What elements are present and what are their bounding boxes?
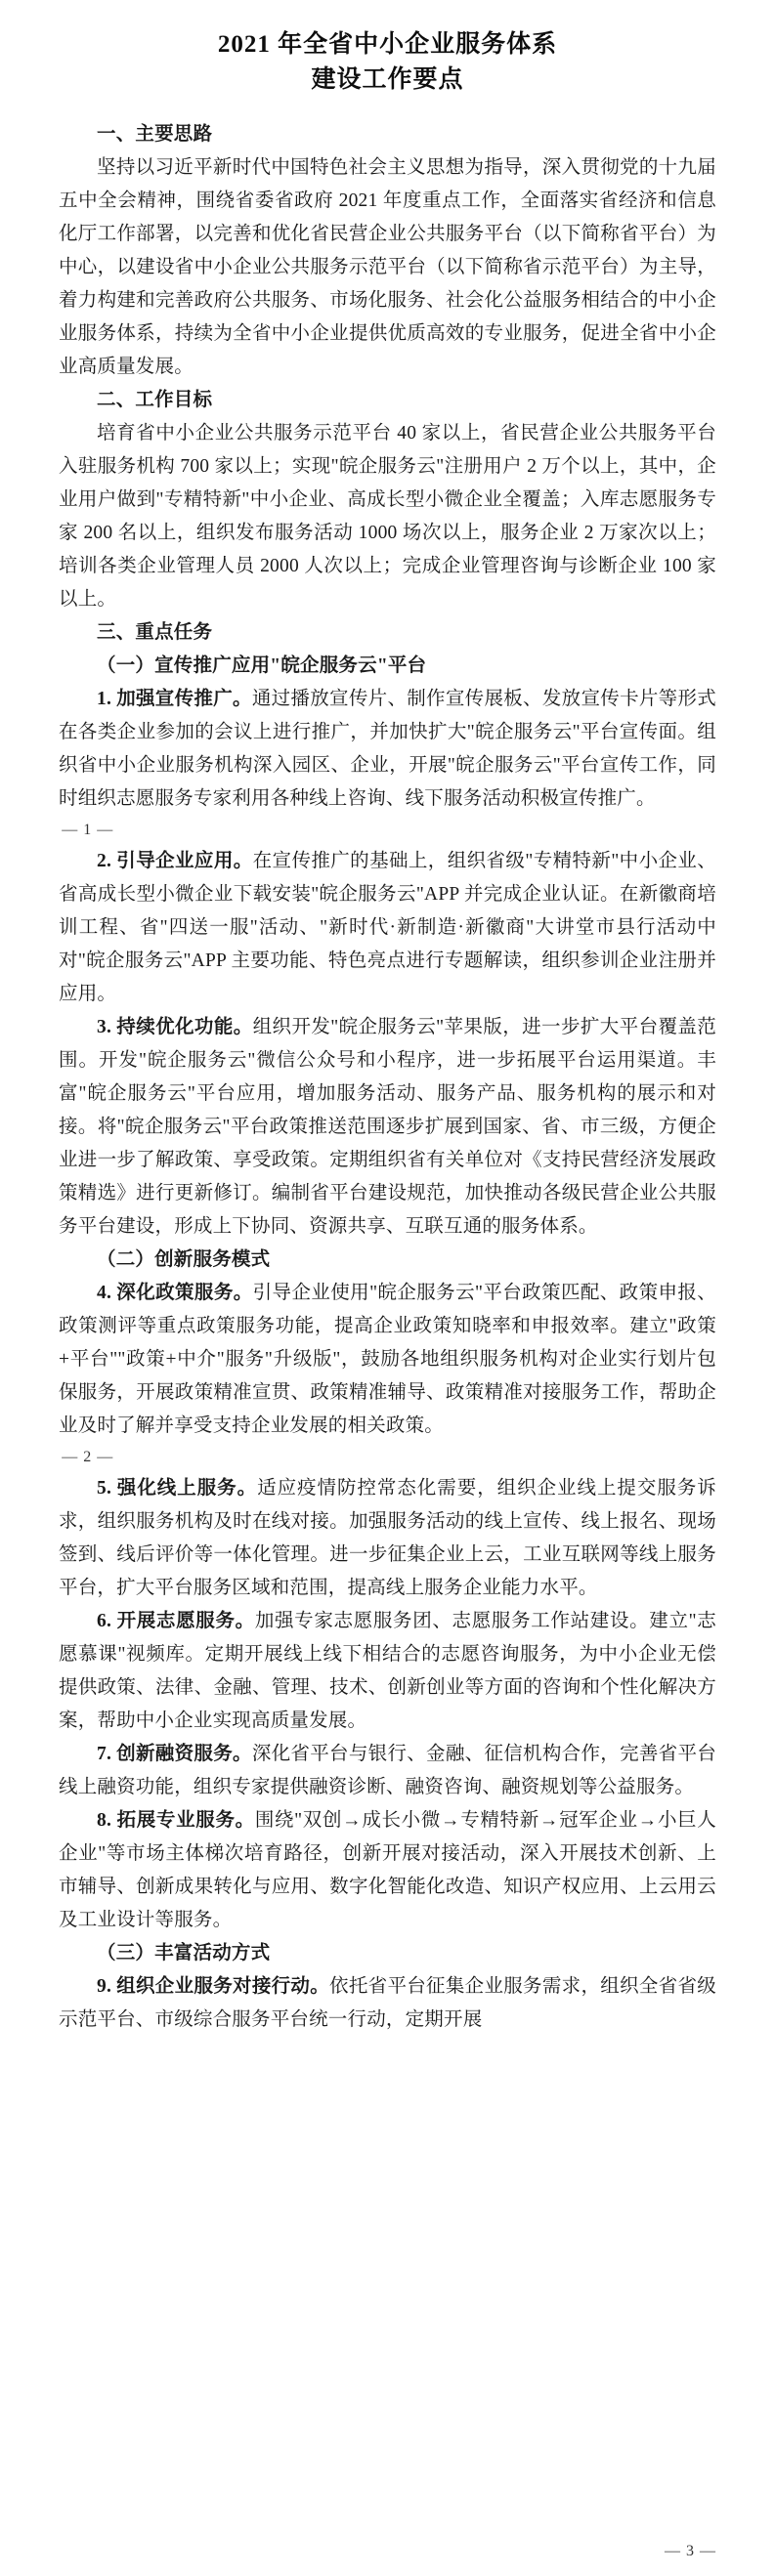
title-line-1: 2021 年全省中小企业服务体系 [217, 31, 558, 58]
item-3-1-2 [59, 845, 716, 1011]
item-3-1-1-lead: 1. 加强宣传推广。 [97, 689, 252, 709]
item-3-2-4-lead: 4. 深化政策服务。 [97, 1283, 253, 1303]
item-3-3-9-text: 依托省平台征集企业服务需求，组织全省省级示范平台、市级综合服务平台统一行动，定期开展 [59, 1976, 716, 2030]
item-3-2-8 [59, 1804, 716, 1937]
section-1-paragraph-1: 坚持以习近平新时代中国特色社会主义思想为指导，深入贯彻党的十九届五中全会精神，围绕省委省政府 2021 年度重点工作，全面落实省经济和信息化厅工作部署，以完善和优化省民营企业公共服务平台（以下简称省平台）为中心，以建设省中小企业公共服务示范平台（以下简称省示范平台）为主导，着力构建和完善政府公共服务、市场化服务、社会化公益服务相结合的中小企业服务体系，持续为全省中小企业提供优质高效的专业服务，促进全省中小企业高质量发展。 [59, 157, 716, 377]
item-3-1-1-text: 通过播放宣传片、制作宣传展板、发放宣传卡片等形式在各类企业参加的会议上进行推广，并加快扩大"皖企服务云"平台宣传面。组织省中小企业服务机构深入园区、企业，开展"皖企服务云"平台宣传工作，同时组织志愿服务专家利用各种线上咨询、线下服务活动积极宣传推广。 [59, 689, 716, 809]
item-3-1-2-text: 在宣传推广的基础上，组织省级"专精特新"中小企业、省高成长型小微企业下载安装"皖企服务云"APP 并完成企业认证。在新徽商培训工程、省"四送一服"活动、"新时代·新制造·新徽商"大讲堂市县行活动中对"皖企服务云"APP 主要功能、特色亮点进行专题解读，组织参训企业注册并应用。 [59, 851, 716, 1004]
item-3-2-8-lead: 8. 拓展专业服务。 [97, 1810, 255, 1831]
item-3-1-3-lead: 3. 持续优化功能。 [97, 1017, 253, 1037]
document-body [59, 118, 716, 2037]
section-heading-1: 一、主要思路 [97, 124, 213, 145]
item-3-1-1 [59, 683, 716, 816]
item-3-2-8-text: 围绕"双创→成长小微→专精特新→冠军企业→小巨人企业"等市场主体梯次培育路径，创新开展对接活动，深入开展技术创新、上市辅导、创新成果转化与应用、数字化智能化改造、知识产权应用、上云用云及工业设计等服务。 [59, 1810, 716, 1930]
item-3-2-6-lead: 6. 开展志愿服务。 [97, 1611, 255, 1631]
subsection-heading-3-1: （一）宣传推广应用"皖企服务云"平台 [97, 655, 427, 676]
title-line-2: 建设工作要点 [311, 65, 464, 93]
item-3-2-5-text: 适应疫情防控常态化需要，组织企业线上提交服务诉求，组织服务机构及时在线对接。加强服务活动的线上宣传、线上报名、现场签到、线后评价等一体化管理。进一步征集企业上云，工业互联网等线上服务平台，扩大平台服务区域和范围，提高线上服务企业能力水平。 [59, 1478, 716, 1598]
item-3-2-5-lead: 5. 强化线上服务。 [97, 1478, 258, 1499]
item-3-2-4-text: 引导企业使用"皖企服务云"平台政策匹配、政策申报、政策测评等重点政策服务功能，提高企业政策知晓率和申报效率。建立"政策+平台""政策+中介"服务"升级版"，鼓励各地组织服务机构对企业实行划片包保服务，开展政策精准宣贯、政策精准辅导、政策精准对接服务工作，帮助企业及时了解并享受支持企业发展的相关政策。 [59, 1283, 716, 1436]
item-3-1-3 [59, 1011, 716, 1244]
item-3-2-6-text: 加强专家志愿服务团、志愿服务工作站建设。建立"志愿慕课"视频库。定期开展线上线下相结合的志愿咨询服务，为中小企业无偿提供政策、法律、金融、管理、技术、创新创业等方面的咨询和个性化解决方案，帮助中小企业实现高质量发展。 [59, 1611, 716, 1731]
section-heading-2: 二、工作目标 [97, 390, 213, 410]
item-3-1-3-text: 组织开发"皖企服务云"苹果版，进一步扩大平台覆盖范围。开发"皖企服务云"微信公众号和小程序，进一步拓展平台运用渠道。丰富"皖企服务云"平台应用，增加服务活动、服务产品、服务机构的展示和对接。将"皖企服务云"平台政策推送范围逐步扩展到国家、省、市三级，方便企业进一步了解政策、享受政策。定期组织省有关单位对《支持民营经济发展政策精选》进行更新修订。编制省平台建设规范，加快推动各级民营企业公共服务平台建设，形成上下协同、资源共享、互联互通的服务体系。 [59, 1017, 716, 1237]
section-2-paragraph-1: 培育省中小企业公共服务示范平台 40 家以上，省民营企业公共服务平台入驻服务机构 700 家以上；实现"皖企服务云"注册用户 2 万个以上，其中，企业用户做到"专精特新"中小企业、高成长型小微企业全覆盖；入库志愿服务专家 200 名以上，组织发布服务活动 1000 场次以上，服务企业 2 万家次以上；培训各类企业管理人员 2000 人次以上；完成企业管理咨询与诊断企业 100 家以上。 [59, 423, 716, 610]
item-3-2-7-lead: 7. 创新融资服务。 [97, 1744, 252, 1764]
page-title [59, 27, 716, 97]
item-3-2-5 [59, 1472, 716, 1605]
item-3-2-7 [59, 1738, 716, 1804]
subsection-heading-3-2: （二）创新服务模式 [97, 1249, 271, 1270]
item-3-3-9 [59, 1970, 716, 2037]
section-heading-3: 三、重点任务 [97, 622, 213, 643]
page-mark-3: — 3 — [665, 2543, 716, 2559]
item-3-2-7-text: 深化省平台与银行、金融、征信机构合作，完善省平台线上融资功能，组织专家提供融资诊断、融资咨询、融资规划等公益服务。 [59, 1744, 716, 1797]
page-mark-1: — 1 — [62, 822, 114, 838]
item-3-1-2-lead: 2. 引导企业应用。 [97, 851, 253, 871]
page-mark-2: — 2 — [62, 1449, 114, 1465]
item-3-2-4 [59, 1277, 716, 1443]
subsection-heading-3-3: （三）丰富活动方式 [97, 1943, 271, 1964]
item-3-2-6 [59, 1605, 716, 1738]
item-3-3-9-lead: 9. 组织企业服务对接行动。 [97, 1976, 330, 1997]
